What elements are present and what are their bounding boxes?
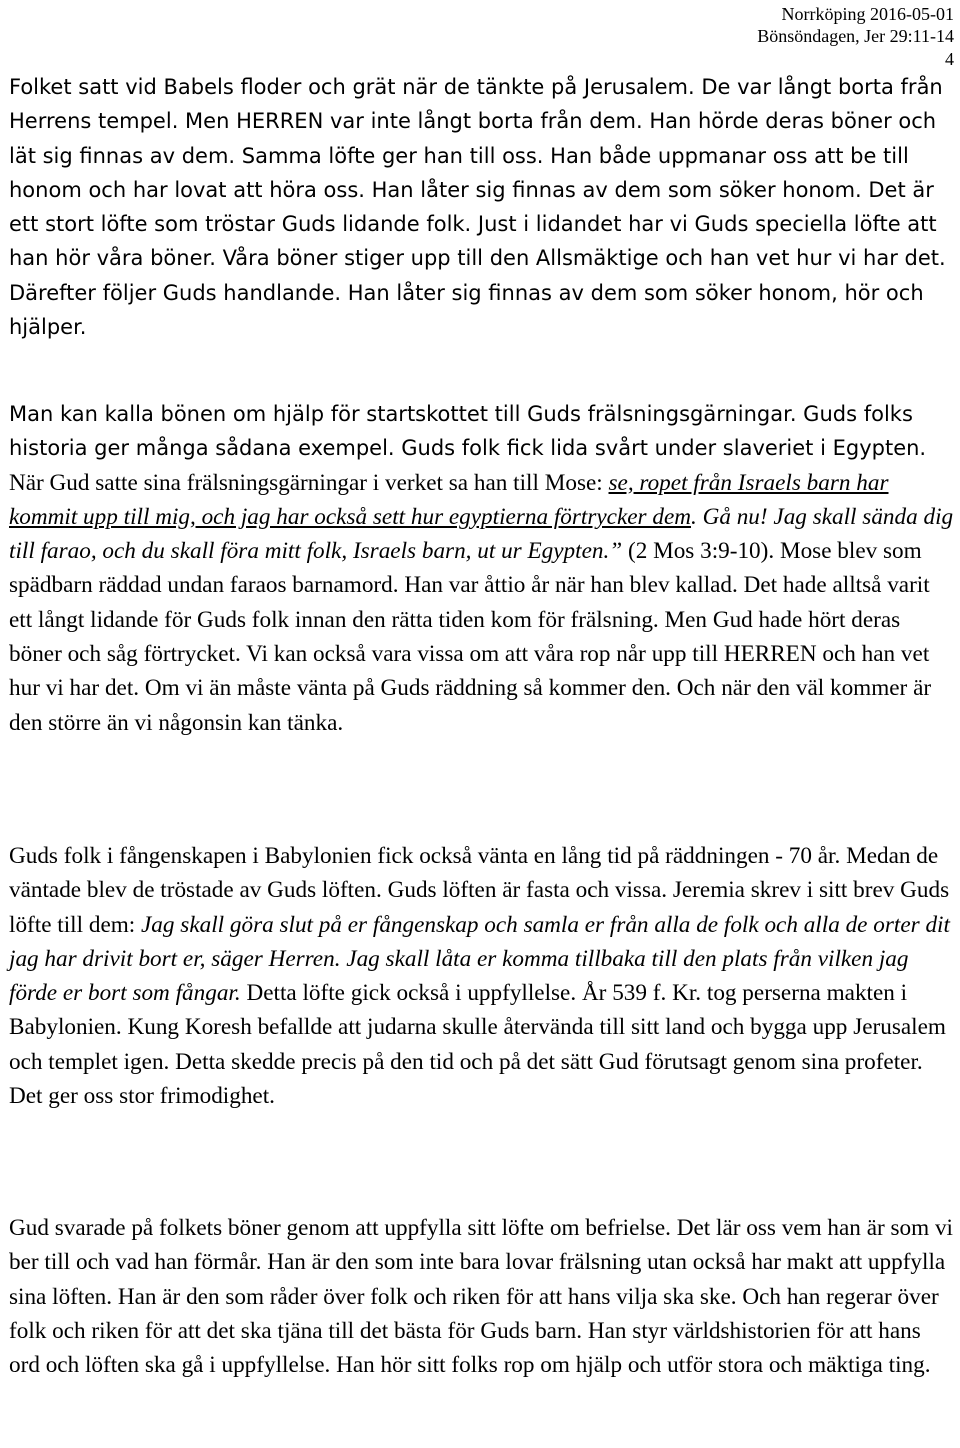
paragraph-1: [9, 70, 957, 344]
paragraph-1-sentence-1: Folket satt vid Babels floder och grät när de tänkte på Jerusalem. De var långt borta från Herrens tempel. Men HERREN var inte långt borta från dem. Han hörde deras böner och lät sig finnas av dem.: [9, 75, 943, 168]
paragraph-4: [9, 1211, 957, 1382]
paragraph-2-body: (2 Mos 3:9-10). Mose blev som spädbarn räddad undan faraos barnamord. Han var åttio år när han blev kallad. Det hade alltså varit ett långt lidande för Guds folk innan den rätta tiden kom för frälsning. Men Gud hade hört deras böner och såg förtrycket. Vi kan också vara vissa om att våra rop når upp till HERREN och han vet hur vi har det. Om vi än måste vänta på Guds räddning så kommer den. Och när den väl kommer är den större än vi någonsin kan tänka.: [9, 538, 932, 736]
header-sunday-reference: Bönsöndagen, Jer 29:11-14: [757, 26, 954, 46]
paragraph-3-quote-2: . Jag skall låta er komma tillbaka till den plats från vilken jag förde er bort som fångar.: [9, 945, 909, 1007]
page-number: 4: [945, 49, 954, 69]
paragraph-1-sentence-2: Samma löfte ger han till oss. Han både uppmanar oss att be till honom och har lovat att höra oss. Han låter sig finnas av dem som söker honom. Det är ett stort löfte som tröstar Guds lidande folk. Just i lidandet har vi Guds speciella löfte att han hör våra böner. Våra böner stiger upp till den Allsmäktige och han vet hur vi har det. Därefter följer Guds handlande. Han låter sig finnas av dem som söker honom, hör och hjälper.: [9, 143, 946, 340]
paragraph-3-intro: Guds folk i fångenskapen i Babylonien fick också vänta en lång tid på räddningen - 70 år. Medan de väntade blev de tröstade av Guds löften. Guds löften är fasta och vissa. Jeremia skrev i sitt brev Guds löfte till dem:: [9, 843, 950, 938]
paragraph-3: [9, 839, 957, 1113]
paragraph-3-quote-1: Jag skall göra slut på er fångenskap och samla er från alla de folk och alla de orter dit jag har drivit bort er, säger Herren: [9, 911, 950, 972]
paragraph-2-quote-go: . Gå nu: [690, 503, 760, 530]
header-place-date: Norrköping 2016-05-01: [781, 4, 954, 24]
paragraph-2-quote-underlined: se, ropet från Israels barn har kommit upp till mig, och jag har också sett hur egyptierna förtrycker dem: [9, 469, 889, 530]
paragraph-2-intro: Man kan kalla bönen om hjälp för startskottet till Guds frälsningsgärningar. Guds folks historia ger många sådana exempel. Guds folk fick lida svårt under slaveriet i Egypten.: [9, 402, 927, 461]
paragraph-2: [9, 397, 957, 740]
paragraph-2-lead-in: När Gud satte sina frälsningsgärningar i verket sa han till Mose:: [9, 469, 609, 496]
paragraph-4-body: Gud svarade på folkets böner genom att uppfylla sitt löfte om befrielse. Det lär oss vem han är som vi ber till och vad han förmår. Han är den som inte bara lovar frälsning utan också har makt att uppfylla sina löften. Han är den som råder över folk och riken för att hans vilja ska ske. Och han regerar över folk och riken för att det ska tjäna till det bästa för Guds barn. Han styr världshistorien för att hans ord och löften ska gå i uppfyllelse. Han hör sitt folks rop om hjälp och utför stora och mäktiga ting.: [9, 1215, 953, 1379]
paragraph-3-body: Detta löfte gick också i uppfyllelse. År 539 f. Kr. tog perserna makten i Babylonien. Kung Koresh befallde att judarna skulle återvända till sitt land och bygga upp Jerusalem och templet igen. Detta skedde precis på den tid och på det sätt Gud förutsagt genom sina profeter. Det ger oss stor frimodighet.: [9, 980, 946, 1110]
paragraph-2-quote-rest: ! Jag skall sända dig till farao, och du skall föra mitt folk, Israels barn, ut ur Egypten.”: [9, 503, 954, 565]
